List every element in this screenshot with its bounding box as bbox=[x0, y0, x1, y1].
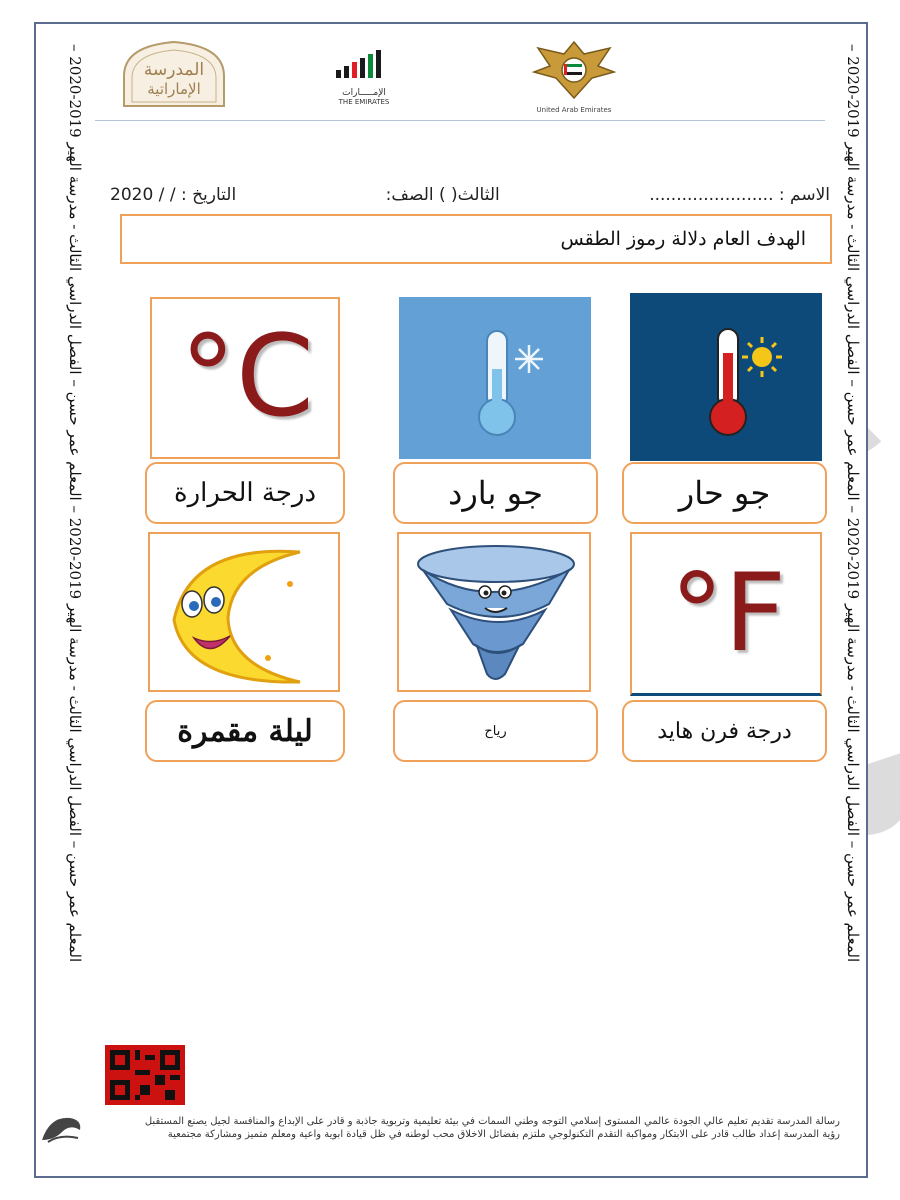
emirates-brand-logo bbox=[328, 48, 400, 108]
celsius-label: درجة الحرارة bbox=[145, 462, 345, 524]
right-side-banner bbox=[840, 44, 860, 1084]
fahrenheit-card-image bbox=[630, 532, 822, 696]
hot-label: جو حار bbox=[622, 462, 827, 524]
tornado-card-image bbox=[397, 532, 591, 692]
footer-text bbox=[80, 1115, 840, 1141]
tornado-icon bbox=[399, 534, 591, 692]
tornado-label: رياح bbox=[393, 700, 598, 762]
qr-code-icon bbox=[105, 1045, 185, 1105]
date-label: التاريخ : bbox=[180, 185, 237, 205]
left-side-banner bbox=[62, 44, 82, 1084]
goal-box: الهدف العام دلالة رموز الطقس bbox=[120, 214, 832, 264]
brand-sub: THE EMIRATES bbox=[338, 98, 390, 106]
school-logo-line1: المدرسة bbox=[143, 60, 205, 80]
calligraphy-ornament bbox=[40, 1110, 84, 1146]
celsius-card-image bbox=[150, 297, 340, 459]
cold-card-image bbox=[399, 297, 591, 459]
footer-vision: رؤية المدرسة إعداد طالب قادر على الابتكار ومواكبة التقدم التكنولوجي ملتزم بفضائل الاخلاق محب لوطنه في ظل قيادة ابوية واعية ومعلم متميز ومشاركة مجتمعية bbox=[167, 1129, 840, 1140]
student-info-row bbox=[110, 185, 830, 211]
moon-icon bbox=[150, 534, 340, 692]
hot-card-image bbox=[630, 293, 822, 461]
school-logo-line2: الإماراتية bbox=[147, 80, 201, 98]
right-side-text: المعلم عمر حسن – الفصل الدراسي الثالث - مدرسة الهير 2019-2020 – المعلم عمر حسن – الفصل الدراسي الثالث - مدرسة الهير 2019-2020 – bbox=[844, 44, 862, 963]
hot-thermometer-icon bbox=[632, 295, 822, 461]
header-divider bbox=[95, 120, 825, 121]
class-label: الصف: bbox=[385, 185, 434, 205]
left-side-text: المعلم عمر حسن – الفصل الدراسي الثالث - مدرسة الهير 2019-2020 – المعلم عمر حسن – الفصل الدراسي الثالث - مدرسة الهير 2019-2020 – bbox=[66, 44, 84, 963]
name-field[interactable]: الاسم : ....................... bbox=[649, 185, 830, 205]
moon-card-image bbox=[148, 532, 340, 692]
cold-thermometer-icon bbox=[401, 299, 591, 459]
uae-emblem bbox=[522, 38, 626, 114]
celsius-symbol: °C bbox=[179, 312, 315, 442]
emblem-caption: United Arab Emirates bbox=[536, 106, 612, 114]
date-value: / / 2020 bbox=[110, 185, 176, 205]
moon-label: ليلة مقمرة bbox=[145, 700, 345, 762]
brand-name: الإمـــــارات bbox=[342, 88, 386, 98]
class-value: الثالث( ) bbox=[439, 185, 500, 205]
fahrenheit-symbol: °F bbox=[669, 551, 787, 676]
fahrenheit-label: درجة فرن هايد bbox=[622, 700, 827, 762]
school-logo bbox=[118, 38, 230, 108]
date-field[interactable] bbox=[110, 185, 236, 211]
class-field[interactable] bbox=[386, 185, 500, 211]
cold-label: جو بارد bbox=[393, 462, 598, 524]
footer-mission: رسالة المدرسة تقديم تعليم عالي الجودة عالمي المستوى إسلامي التوجه وطني السمات في بيئة تعليمية وتربوية جاذبة و قادر على الإبداع والمنافسة لجيل يصنع المستقبل bbox=[144, 1116, 840, 1127]
